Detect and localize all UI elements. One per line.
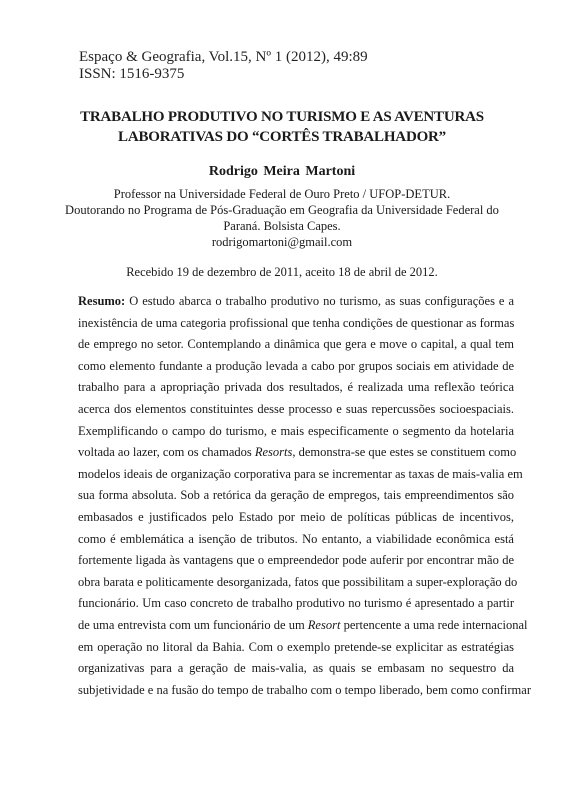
- abstract-text: O estudo abarca o trabalho produtivo no turismo, as suas configurações e a: [129, 294, 515, 308]
- abstract-line: [78, 615, 528, 637]
- received-date: Recebido 19 de dezembro de 2011, aceito 18 de abril de 2012.: [126, 265, 438, 279]
- abstract-text: , demonstra-se que estes se constituem como: [292, 445, 517, 460]
- abstract-line: fortemente ligada às vantagens que o empreendedor pode auferir por encontrar mão de: [78, 553, 514, 568]
- abstract-line: [78, 291, 514, 313]
- abstract-line: em operação no litoral da Bahia. Com o exemplo pretende-se explicitar as estratégias: [78, 639, 514, 654]
- abstract-line: funcionário. Um caso concreto de trabalho produtivo no turismo é apresentado a partir: [78, 596, 514, 611]
- author-email: rodrigomartoni@gmail.com: [211, 235, 353, 249]
- abstract-line: sua forma absoluta. Sob a retórica da geração de empregos, tais empreendimentos são: [78, 488, 514, 503]
- abstract-italic-term: Resort: [307, 617, 341, 632]
- abstract-line: [78, 442, 517, 464]
- abstract: [78, 291, 531, 701]
- abstract-italic-term: Resorts: [254, 445, 293, 460]
- paper-title: [60, 107, 504, 147]
- journal-issn: ISSN: 1516-9375: [79, 66, 185, 82]
- paper-title-line-1: TRABALHO PRODUTIVO NO TURISMO E AS AVENTURAS: [80, 109, 484, 125]
- affiliation-line-1: Professor na Universidade Federal de Ouro Preto / UFOP-DETUR.: [113, 187, 451, 201]
- abstract-line: inexistência de uma categoria profissional que tenha condições de questionar as formas: [78, 315, 515, 330]
- abstract-text: voltada ao lazer, com os chamados: [78, 445, 252, 460]
- author-name: Rodrigo Meira Martoni: [208, 164, 356, 179]
- abstract-text: pertencente a uma rede internacional: [340, 617, 528, 632]
- abstract-line: modelos ideais de organização corporativa para se incrementar as taxas de mais-valia em: [78, 466, 523, 481]
- affiliation-line-3: Paraná. Bolsista Capes.: [223, 219, 341, 233]
- abstract-label: Resumo:: [78, 294, 126, 308]
- author-affiliation: [60, 186, 504, 250]
- abstract-line: obra barata e politicamente desorganizada, fatos que possibilitam a super-exploração do: [78, 574, 518, 589]
- abstract-line: como elemento fundante a produção levada a cabo por grupos sociais em atividade de: [78, 358, 514, 373]
- paper-title-line-2: LABORATIVAS DO “CORTÊS TRABALHADOR”: [118, 129, 446, 145]
- abstract-line: acerca dos elementos constituintes desse processo e suas repercussões socioespaciais.: [78, 401, 514, 416]
- abstract-line: embasados e justificados pelo Estado por meio de políticas públicas de incentivos,: [78, 509, 514, 524]
- abstract-line: organizativas para a geração de mais-valia, as quais se embasam no sequestro da: [78, 661, 514, 676]
- abstract-text: de uma entrevista com um funcionário de um: [78, 617, 305, 632]
- abstract-line: de emprego no setor. Contemplando a dinâmica que gera e move o capital, a qual tem: [78, 337, 514, 352]
- abstract-line: Exemplificando o campo do turismo, e mais especificamente o segmento da hotelaria: [78, 423, 514, 438]
- journal-header: [79, 49, 368, 83]
- abstract-line: trabalho para a apropriação privada dos resultados, é realizada uma reflexão teórica: [78, 380, 514, 395]
- journal-citation: Espaço & Geografia, Vol.15, Nº 1 (2012), 49:89: [79, 49, 368, 65]
- abstract-line: subjetividade e na fusão do tempo de trabalho com o tempo liberado, bem como confirmar: [78, 682, 531, 697]
- abstract-line: como é emblemática a isenção de tributos. No entanto, a viabilidade econômica está: [78, 531, 514, 546]
- affiliation-line-2: Doutorando no Programa de Pós-Graduação em Geografia da Universidade Federal do: [65, 203, 499, 217]
